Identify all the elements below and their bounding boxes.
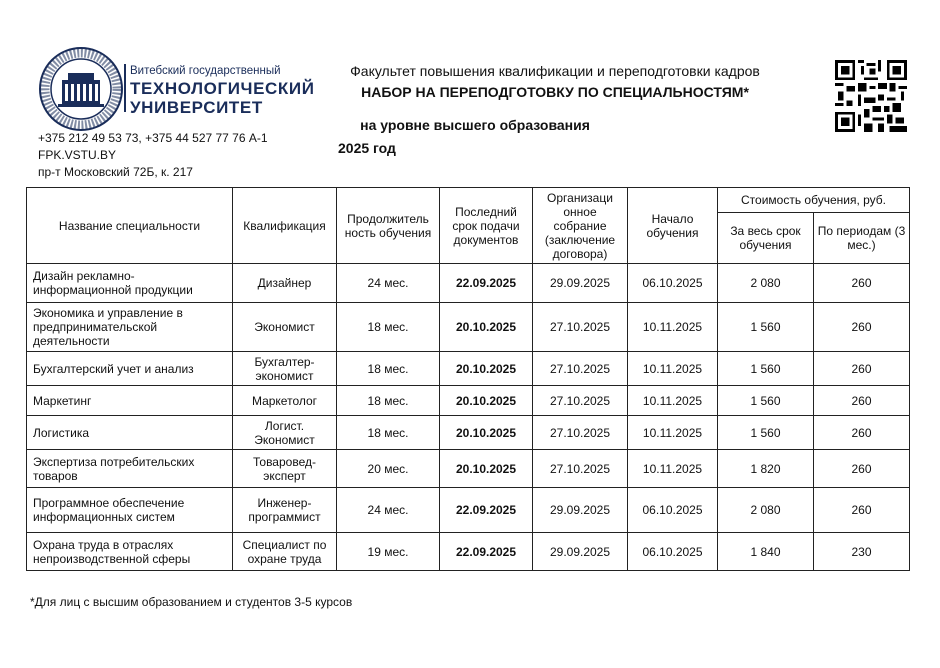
university-name	[130, 66, 315, 116]
cell-deadline: 20.10.2025	[440, 450, 533, 488]
cell-duration: 24 мес.	[337, 264, 440, 303]
cell-qualification: Инженер-программист	[233, 488, 337, 533]
header-start: Начало обучения	[628, 188, 718, 264]
cell-cost-total: 1 560	[718, 416, 814, 450]
university-name-line2: ТЕХНОЛОГИЧЕСКИЙ	[130, 78, 315, 98]
cell-cost-total: 1 560	[718, 303, 814, 352]
cell-organization: 29.09.2025	[533, 488, 628, 533]
table-row	[27, 264, 910, 303]
cell-organization: 29.09.2025	[533, 533, 628, 571]
cell-organization: 27.10.2025	[533, 352, 628, 386]
university-name-line1: Витебский государственный	[130, 65, 281, 77]
table-header-row	[27, 188, 910, 213]
specialties-table	[26, 187, 910, 571]
cell-start: 10.11.2025	[628, 386, 718, 416]
table-row	[27, 416, 910, 450]
table-row	[27, 303, 910, 352]
header-name: Название специальности	[27, 188, 233, 264]
cell-name: Дизайн рекламно-информационной продукции	[27, 264, 233, 303]
page-title-text: НАБОР НА ПЕРЕПОДГОТОВКУ ПО СПЕЦИАЛЬНОСТЯМ	[361, 84, 744, 100]
cell-organization: 27.10.2025	[533, 303, 628, 352]
cell-organization: 29.09.2025	[533, 264, 628, 303]
cell-cost-total: 1 560	[718, 352, 814, 386]
table-row	[27, 450, 910, 488]
header-organization: Организаци онное собрание (заключение договора)	[533, 188, 628, 264]
table-row	[27, 352, 910, 386]
cell-cost-period: 260	[814, 264, 910, 303]
cell-duration: 18 мес.	[337, 303, 440, 352]
cell-name: Экспертиза потребительских товаров	[27, 450, 233, 488]
cell-cost-period: 260	[814, 450, 910, 488]
cell-cost-total: 1 820	[718, 450, 814, 488]
cell-cost-total: 2 080	[718, 264, 814, 303]
logo-divider	[124, 64, 126, 112]
cell-duration: 20 мес.	[337, 450, 440, 488]
phone-numbers: +375 212 49 53 73, +375 44 527 77 76 А-1	[38, 131, 268, 145]
cell-start: 06.10.2025	[628, 264, 718, 303]
cell-name: Программное обеспечение информационных систем	[27, 488, 233, 533]
cell-name: Логистика	[27, 416, 233, 450]
cell-duration: 19 мес.	[337, 533, 440, 571]
cell-cost-total: 1 560	[718, 386, 814, 416]
cell-start: 10.11.2025	[628, 303, 718, 352]
cell-qualification: Специалист по охране труда	[233, 533, 337, 571]
cell-name: Охрана труда в отраслях непроизводственной сферы	[27, 533, 233, 571]
cell-organization: 27.10.2025	[533, 450, 628, 488]
header-qualification: Квалификация	[233, 188, 337, 264]
website-link[interactable]: FPK.VSTU.BY	[38, 148, 117, 162]
table-body	[27, 264, 910, 571]
table-row	[27, 488, 910, 533]
cell-deadline: 22.09.2025	[440, 488, 533, 533]
cell-qualification: Дизайнер	[233, 264, 337, 303]
table-row	[27, 533, 910, 571]
contacts-block	[38, 130, 268, 181]
university-name-line3: УНИВЕРСИТЕТ	[130, 97, 263, 117]
cell-duration: 18 мес.	[337, 352, 440, 386]
page-title	[300, 84, 810, 100]
cell-cost-period: 260	[814, 416, 910, 450]
title-footnote-mark: *	[743, 84, 749, 100]
cell-start: 06.10.2025	[628, 488, 718, 533]
cell-start: 10.11.2025	[628, 450, 718, 488]
address: пр-т Московский 72Б, к. 217	[38, 165, 193, 179]
header-deadline: Последний срок подачи документов	[440, 188, 533, 264]
cell-cost-period: 260	[814, 352, 910, 386]
cell-cost-period: 260	[814, 303, 910, 352]
cell-duration: 18 мес.	[337, 416, 440, 450]
cell-deadline: 20.10.2025	[440, 416, 533, 450]
cell-name: Бухгалтерский учет и анализ	[27, 352, 233, 386]
cell-organization: 27.10.2025	[533, 416, 628, 450]
cell-qualification: Экономист	[233, 303, 337, 352]
university-seal-logo	[38, 46, 124, 132]
faculty-title: Факультет повышения квалификации и переподготовки кадров	[350, 63, 760, 79]
cell-start: 10.11.2025	[628, 352, 718, 386]
cell-cost-period: 260	[814, 488, 910, 533]
page-subtitle: на уровне высшего образования	[360, 117, 590, 133]
cell-organization: 27.10.2025	[533, 386, 628, 416]
header-duration: Продолжитель ность обучения	[337, 188, 440, 264]
cell-deadline: 20.10.2025	[440, 303, 533, 352]
cell-cost-total: 1 840	[718, 533, 814, 571]
cell-start: 06.10.2025	[628, 533, 718, 571]
cell-qualification: Товаровед-эксперт	[233, 450, 337, 488]
header-cost-period: По периодам (3 мес.)	[814, 213, 910, 264]
qr-code-icon[interactable]	[835, 60, 907, 132]
cell-cost-period: 230	[814, 533, 910, 571]
header-cost: Стоимость обучения, руб.	[718, 188, 910, 213]
header-cost-total: За весь срок обучения	[718, 213, 814, 264]
cell-deadline: 22.09.2025	[440, 533, 533, 571]
cell-name: Маркетинг	[27, 386, 233, 416]
cell-name: Экономика и управление в предпринимательской деятельности	[27, 303, 233, 352]
cell-start: 10.11.2025	[628, 416, 718, 450]
cell-deadline: 20.10.2025	[440, 386, 533, 416]
cell-cost-period: 260	[814, 386, 910, 416]
cell-cost-total: 2 080	[718, 488, 814, 533]
cell-deadline: 20.10.2025	[440, 352, 533, 386]
footnote: *Для лиц с высшим образованием и студентов 3-5 курсов	[30, 595, 353, 609]
cell-duration: 18 мес.	[337, 386, 440, 416]
cell-qualification: Бухгалтер-экономист	[233, 352, 337, 386]
cell-qualification: Маркетолог	[233, 386, 337, 416]
table-row	[27, 386, 910, 416]
cell-duration: 24 мес.	[337, 488, 440, 533]
cell-qualification: Логист. Экономист	[233, 416, 337, 450]
year-label: 2025 год	[338, 140, 396, 156]
cell-deadline: 22.09.2025	[440, 264, 533, 303]
